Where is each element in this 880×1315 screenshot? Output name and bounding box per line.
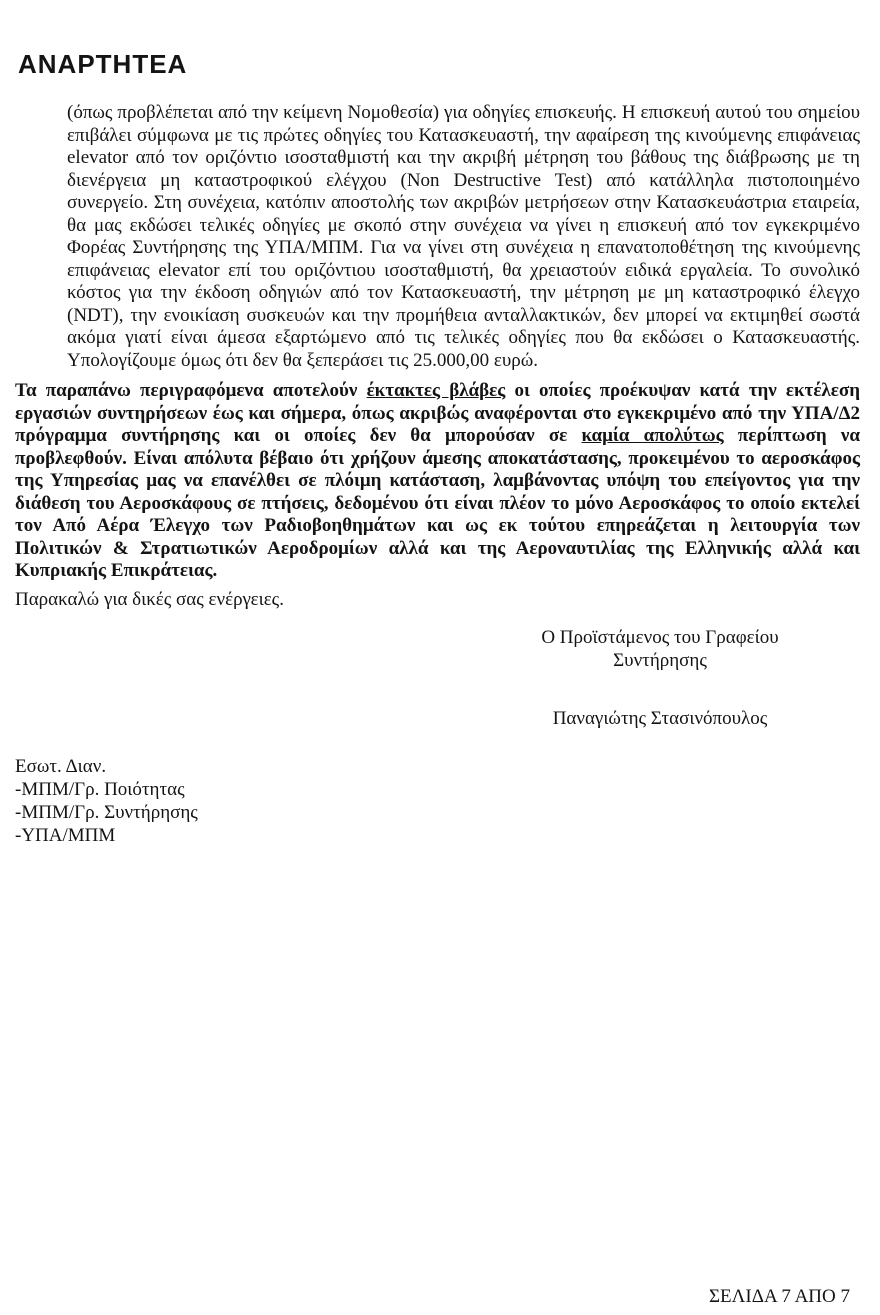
body-paragraph-bold-conclusion bbox=[15, 380, 860, 583]
page-number-label: ΣΕΛΙΔΑ 7 ΑΠΟ 7 bbox=[708, 1286, 850, 1307]
signature-title-line-2: Συντήρησης bbox=[613, 649, 707, 671]
anartitea-stamp-label: ΑΝΑΡΤΗΤΕΑ bbox=[18, 49, 188, 79]
closing-request-line: Παρακαλώ για δικές σας ενέργειες. bbox=[15, 588, 284, 610]
signature-title-line-1: Ο Προϊστάμενος του Γραφείου bbox=[541, 627, 779, 648]
signature-name: Παναγιώτης Στασινόπουλος bbox=[552, 708, 768, 729]
distribution-item-maintenance-office: -ΜΠΜ/Γρ. Συντήρησης bbox=[15, 801, 198, 823]
distribution-heading: Εσωτ. Διαν. bbox=[15, 755, 107, 777]
bold-text-segment-2: οι οποίες προέκυψαν κατά την εκτέλεση εργασιών συντηρήσεων έως και σήμερα, όπως ακριβώς αναφέρονται στο εγκεκριμένο από την ΥΠΑ/Δ2 πρόγραμμα συντήρησης και οι οποίες δεν θα μπορούσαν σε bbox=[15, 380, 861, 446]
signature-block bbox=[490, 627, 830, 731]
body-paragraph-repair-description: (όπως προβλέπεται από την κείμενη Νομοθεσία) για οδηγίες επισκευής. Η επισκευή αυτού του σημείου επιβάλει σύμφωνα με τις πρώτες οδηγίες του Κατασκευαστή, την αφαίρεση της κινούμενης επιφάνειας elevator από τον οριζόντιο ισοσταθμιστή και την ακριβή μέτρηση του βάθους της διάβρωσης με τη διενέργεια μη καταστροφικού ελέγχου (Non Destructive Test) από κατάλληλα πιστοποιημένο συνεργείο. Στη συνέχεια, κατόπιν αποστολής των ακριβών μετρήσεων στην Κατασκευάστρια εταιρεία, θα μας εκδώσει τελικές οδηγίες με σκοπό στην συνέχεια να γίνει η επισκευή από τον εγκεκριμένο Φορέας Συντήρησης της ΥΠΑ/ΜΠΜ. Για να γίνει στη συνέχεια η επανατοποθέτηση της κινούμενης επιφάνειας elevator επί του οριζόντιου ισοσταθμιστή, θα χρειαστούν ειδικά εργαλεία. Το συνολικό κόστος για την έκδοση οδηγιών από τον Κατασκευαστή, την μέτρηση με μη καταστροφικό έλεγχο (NDT), την ενοικίαση συσκευών και την προμήθεια ανταλλακτικών, δεν μπορεί να εκτιμηθεί σωστά ακόμα γιατί είναι άμεσα εξαρτώμενο από τις τελικές οδηγίες που θα εκδώσει ο Κατασκευαστής. Υπολογίζουμε όμως ότι δεν θα ξεπεράσει τις 25.000,00 ευρώ. bbox=[67, 102, 860, 371]
distribution-item-ypa-mpm: -ΥΠΑ/ΜΠΜ bbox=[15, 824, 116, 846]
internal-distribution-list bbox=[15, 755, 860, 847]
underlined-phrase-kamia-apolytos: καμία απολύτως bbox=[581, 425, 724, 446]
bold-text-segment-3: περίπτωση να προβλεφθούν. Είναι απόλυτα βέβαιο ότι χρήζουν άμεσης αποκατάστασης, προκειμένου το αεροσκάφος της Υπηρεσίας μας να επανέλθει σε πλόιμη κατάσταση, λαμβάνοντας υπόψη του επείγοντος για την διάθεση του Αεροσκάφους σε πτήσεις, δεδομένου ότι είναι πλέον το μόνο Αεροσκάφος το οποίο εκτελεί τον Από Αέρα Έλεγχο των Ραδιοβοηθημάτων και ως εκ τούτου επηρεάζεται η λειτουργία των Πολιτικών & Στρατιωτικών Αεροδρομίων αλλά και της Αεροναυτιλίας της Ελληνικής αλλά και Κυπριακής Επικράτειας. bbox=[15, 425, 860, 581]
underlined-phrase-ektaktes-vlaves: έκτακτες βλάβες bbox=[366, 380, 506, 401]
bold-text-segment-1: Τα παραπάνω περιγραφόμενα αποτελούν bbox=[15, 380, 367, 401]
distribution-item-quality-office: -ΜΠΜ/Γρ. Ποιότητας bbox=[15, 778, 185, 800]
